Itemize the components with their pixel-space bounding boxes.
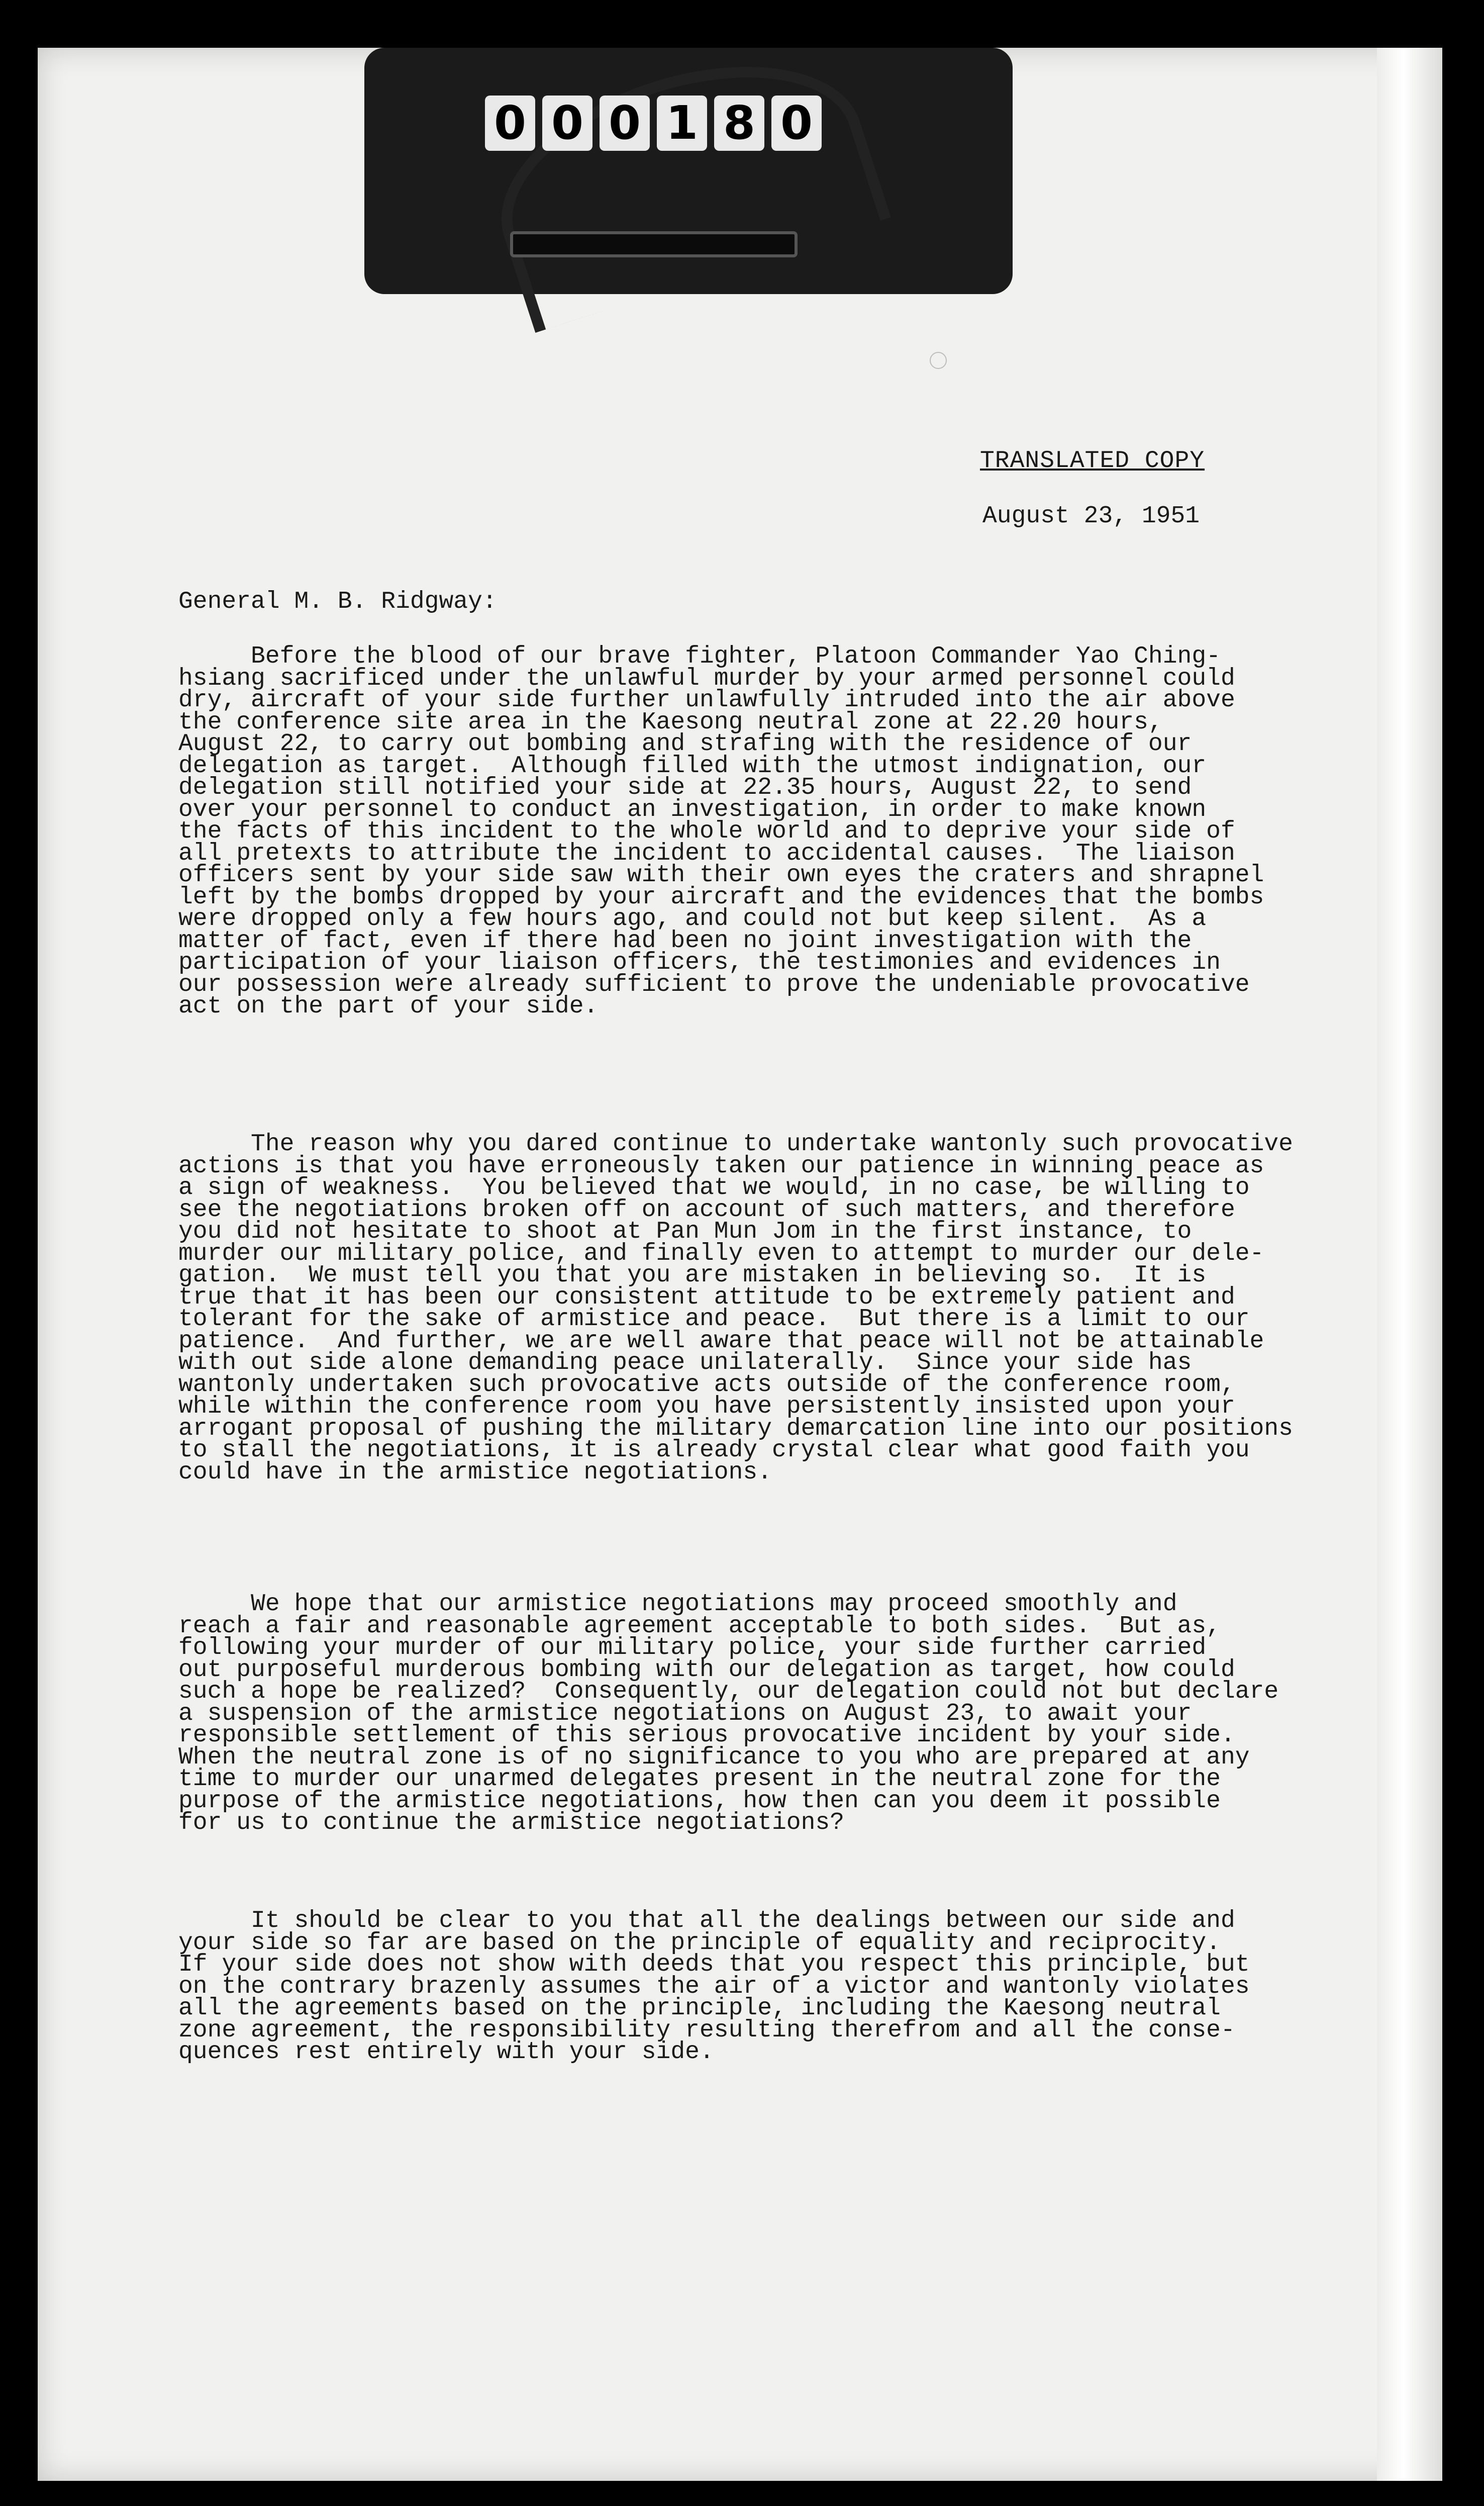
counter-digit: 1 bbox=[657, 96, 707, 151]
counter-digit: 0 bbox=[485, 96, 535, 151]
counter-digit: 0 bbox=[771, 96, 822, 151]
paragraph: We hope that our armistice negotiations may proceed smoothly and reach a fair and reasonable agreement acceptable to both sides. But as, following your murder of our military police, your side further carried out purposeful murderous bombing with our delegation as target, how could such a hope be realized? Consequently, our delegation could not but declare a suspension of the armistice negotiations on August 23, to await your responsible settlement of this serious provocative incident by your side. When the neutral zone is of no significance to you who are prepared at any time to murder our unarmed delegates present in the neutral zone for the purpose of the armistice negotiations, how then can you deem it possible for us to continue the armistice negotiations? bbox=[178, 1591, 1279, 1836]
counter-digit: 8 bbox=[714, 96, 764, 151]
paragraph: Before the blood of our brave fighter, Platoon Commander Yao Ching- hsiang sacrificed under the unlawful murder by your armed personnel could dry, aircraft of your side further unlawfully intruded into the air above the conference site area in the Kaesong neutral zone at 22.20 hours, August 22, to carry out bombing and strafing with the residence of our delegation as target. Although filled with the utmost indignation, our delegation still notified your side at 22.35 hours, August 22, to send over your personnel to conduct an investigation, in order to make known the facts of this incident to the whole world and to deprive your side of all pretexts to attribute the incident to accidental causes. The liaison officers sent by your side saw with their own eyes the craters and shrapnel left by the bombs dropped by your aircraft and the evidences that the bombs were dropped only a few hours ago, and could not but keep silent. As a matter of fact, even if there had been no joint investigation with the participation of your liaison officers, the testimonies and evidences in our possession were already sufficient to prove the undeniable provocative act on the part of your side. bbox=[178, 643, 1264, 1020]
counter-digit: 0 bbox=[600, 96, 650, 151]
salutation: General M. B. Ridgway: bbox=[178, 588, 497, 615]
document-date: August 23, 1951 bbox=[982, 503, 1200, 530]
paragraph: It should be clear to you that all the dealings between our side and your side so far are based on the principle of equality and reciprocity. If your side does not show with deeds that you respect this principle, but on the contrary brazenly assumes the air of a victor and wantonly violates all the agreements based on the principle, including the Kaesong neutral zone agreement, the responsibility resulting therefrom and all the conse- quences rest entirely with your side. bbox=[178, 1907, 1250, 2066]
paragraph: The reason why you dared continue to undertake wantonly such provocative actions is that you have erroneously taken our patience in winning peace as a sign of weakness. You believed that we would, in no case, be willing to see the negotiations broken off on account of such matters, and therefore you did not hesitate to shoot at Pan Mun Jom in the first instance, to murder our military police, and finally even to attempt to murder our dele- gation. We must tell you that you are mistaken in believing so. It is true that it has been our consistent attitude to be extremely patient and tolerant for the sake of armistice and peace. But there is a limit to our patience. And further, we are well aware that peace will not be attainable with out side alone demanding peace unilaterally. Since your side has wantonly undertaken such provocative acts outside of the conference room, while within the conference room you have persistently insisted upon your arrogant proposal of pushing the military demarcation line into our positions to stall the negotiations, it is already crystal clear what good faith you could have in the armistice negotiations. bbox=[178, 1131, 1293, 1486]
counter-digit: 0 bbox=[542, 96, 592, 151]
document-heading: TRANSLATED COPY bbox=[980, 447, 1205, 475]
